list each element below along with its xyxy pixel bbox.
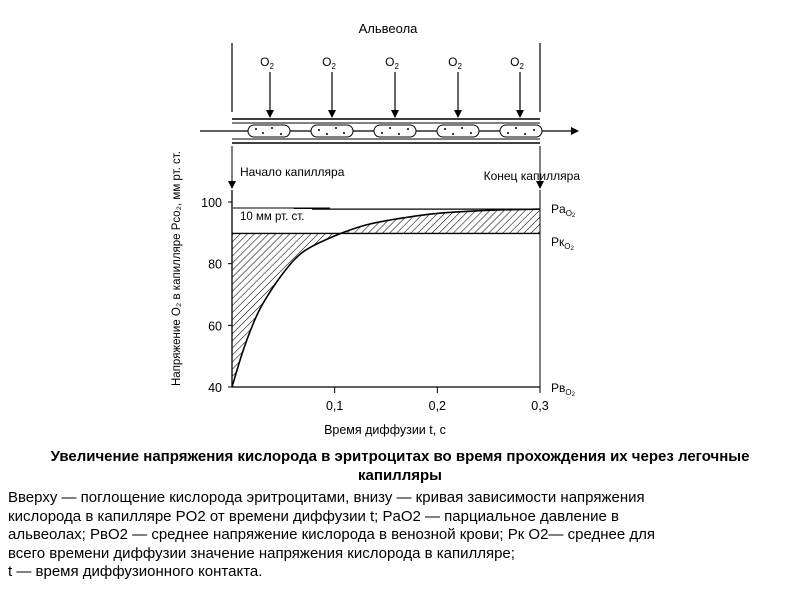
svg-text:O2 [510, 55, 524, 71]
y-tick-label: 100 [201, 196, 222, 210]
o2-label: O [385, 55, 395, 69]
y-tick-label: 80 [208, 257, 222, 272]
o2-label: O [448, 55, 458, 69]
caption-line: t — время диффузионного контакта. [8, 563, 263, 580]
caption-line: всего времени диффузии значение напряжения кислорода в капилляре; [8, 544, 515, 562]
gradient-area [232, 209, 540, 387]
x-axis-label: Время диффузии t, с [324, 423, 446, 437]
y-axis-label: Напряжение O₂ в капилляре Pco₂, мм рт. ст. [171, 151, 183, 386]
capillary-end-label: Конец капилляра [483, 169, 580, 183]
gradient-annotation [233, 208, 330, 223]
caption-line: кислорода в капилляре PO2 от времени диффузии t; PaO2 — парциальное давление в [8, 507, 619, 525]
y-ticks [201, 196, 232, 395]
pa-o2-label: $Pa_O2$ [551, 202, 576, 219]
caption-line: Вверху — поглощение кислорода эритроцитами, внизу — кривая зависимости напряжения [8, 489, 645, 506]
pv-o2-label: $Pв_O2$ [551, 381, 575, 398]
o2-arrow-1 [260, 55, 274, 117]
o2-subscript: 2 [519, 62, 524, 71]
y-tick-label: 60 [208, 319, 222, 334]
o2-label: O [510, 55, 520, 69]
x-tick-label: 0,1 [325, 399, 344, 413]
o2-label: O [322, 55, 332, 69]
svg-text:O2 [260, 55, 274, 71]
o2-arrow-3 [385, 55, 399, 117]
caption-title: Увеличение напряжения кислорода в эритроцитах во время прохождения их через легочные капилляры [50, 448, 750, 484]
svg-text:O2 [385, 55, 399, 71]
capillary [200, 119, 578, 143]
x-ticks [326, 387, 549, 413]
svg-text:O2 [322, 55, 336, 71]
o2-arrow-5 [510, 55, 524, 117]
caption-body [8, 489, 792, 582]
x-tick-label: 0,3 [531, 399, 549, 413]
gradient-label: 10 мм рт. ст. [240, 211, 305, 223]
alveola-label: Альвеола [358, 21, 418, 36]
svg-text:O2 [448, 55, 462, 71]
po2-chart [171, 151, 576, 437]
o2-label: O [260, 55, 270, 69]
pk-o2-label: $Pк_O2$ [551, 235, 574, 252]
x-tick-label: 0,2 [428, 399, 447, 413]
y-tick-label: 40 [208, 381, 222, 395]
o2-subscript: 2 [331, 62, 336, 71]
o2-arrow-2 [322, 55, 336, 117]
capillary-start-label: Начало капилляра [240, 165, 345, 179]
o2-subscript: 2 [394, 62, 399, 71]
caption-line: альвеолах; PвO2 — среднее напряжение кислорода в венозной крови; Pк O2— среднее для [8, 526, 655, 543]
o2-subscript: 2 [269, 62, 274, 71]
o2-arrow-4 [448, 55, 462, 117]
o2-subscript: 2 [457, 62, 462, 71]
